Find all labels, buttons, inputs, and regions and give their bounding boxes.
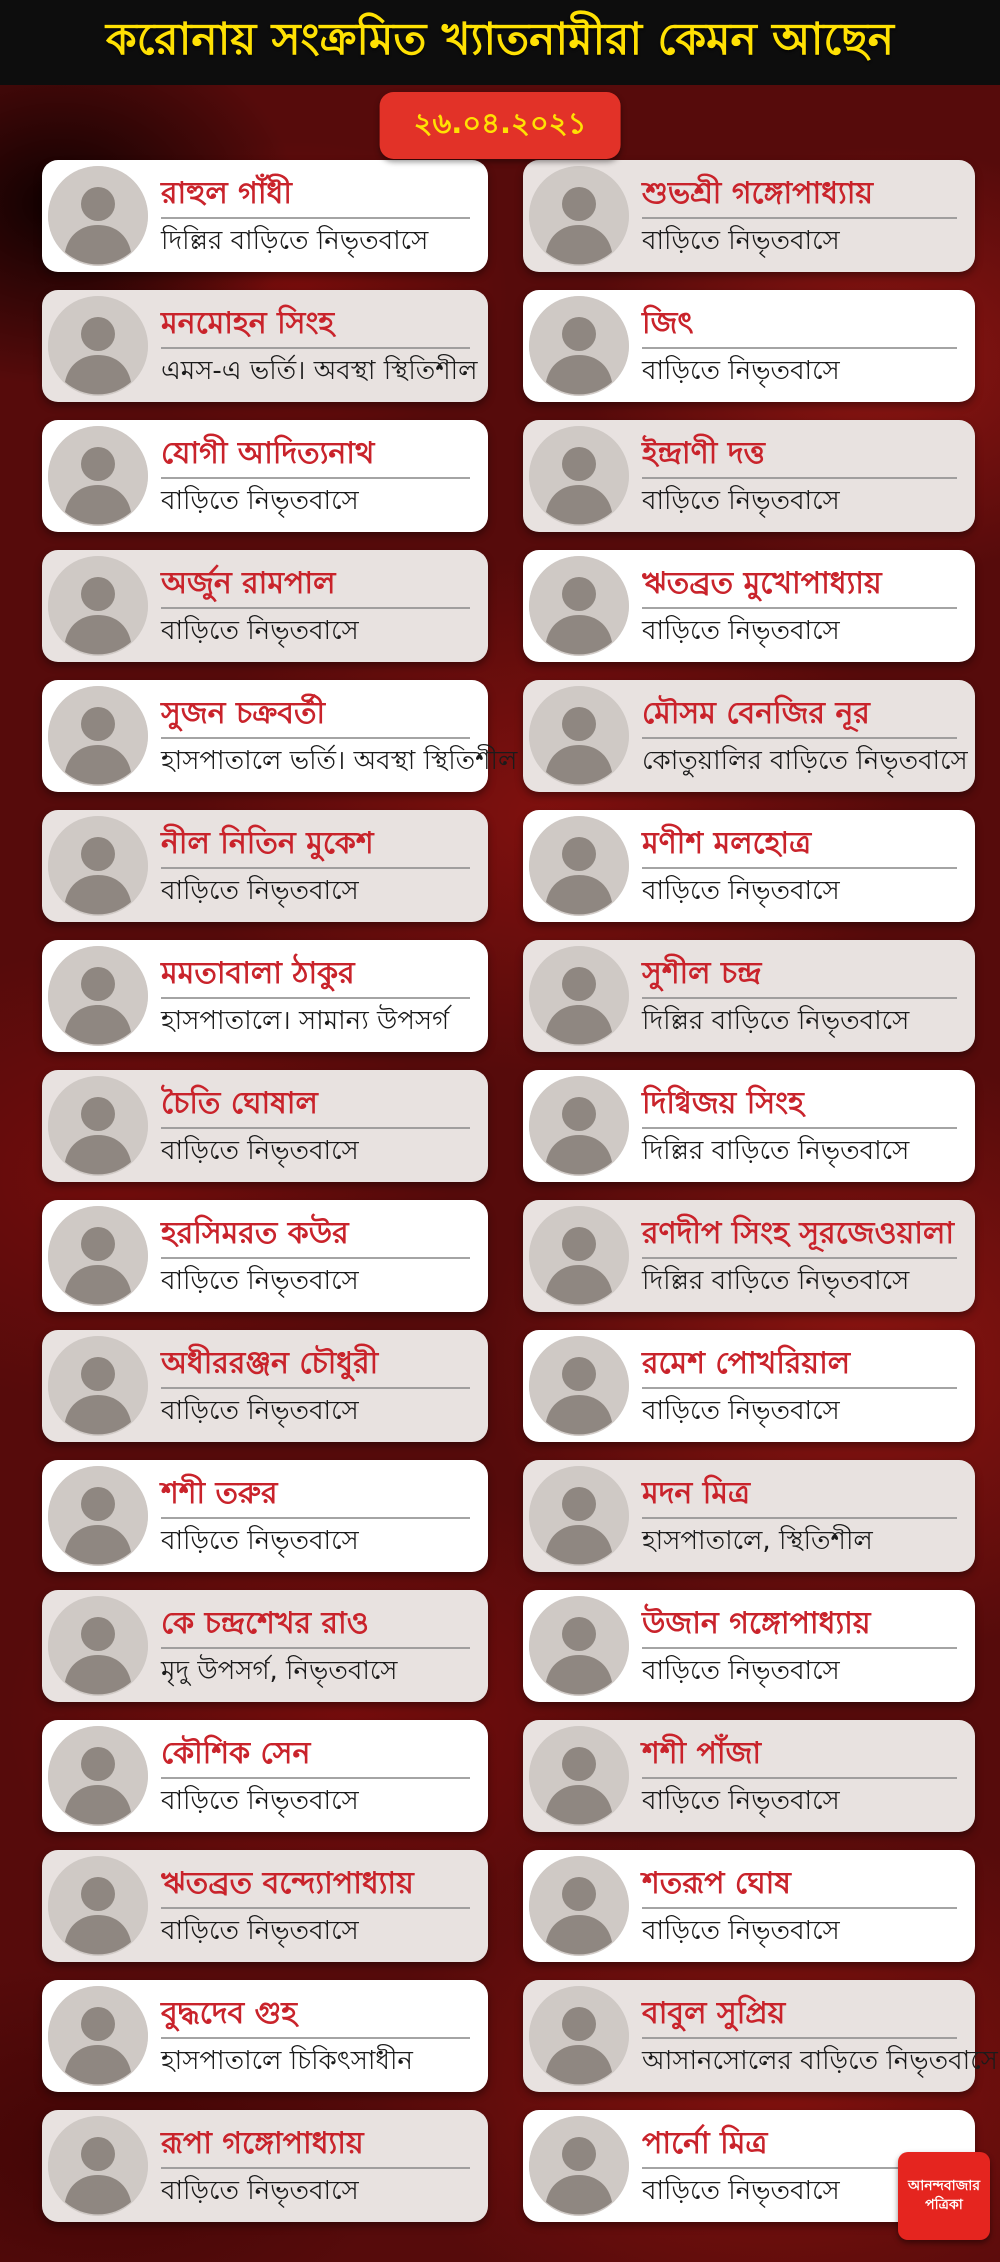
divider-line: [642, 217, 957, 219]
person-silhouette-icon: [48, 1596, 148, 1696]
celebrity-card-grid: [42, 160, 998, 2222]
person-status: বাড়িতে নিভৃতবাসে: [642, 1655, 840, 1686]
person-photo: [48, 1466, 148, 1566]
person-photo: [529, 296, 629, 396]
celebrity-card: [42, 160, 488, 272]
person-name: কৌশিক সেন: [161, 1735, 311, 1771]
person-name: মণীশ মলহোত্র: [642, 825, 812, 861]
person-photo: [48, 1206, 148, 1306]
celebrity-card: [42, 1460, 488, 1572]
person-status: বাড়িতে নিভৃতবাসে: [161, 1265, 359, 1296]
celebrity-card: [523, 1460, 975, 1572]
celebrity-card: [42, 940, 488, 1052]
person-name: মদন মিত্র: [642, 1475, 751, 1511]
person-name: পার্নো মিত্র: [642, 2125, 768, 2161]
divider-line: [161, 1257, 470, 1259]
celebrity-card: [42, 1980, 488, 2092]
person-status: মৃদু উপসর্গ, নিভৃতবাসে: [161, 1655, 398, 1686]
person-silhouette-icon: [48, 1466, 148, 1566]
person-silhouette-icon: [48, 1076, 148, 1176]
person-name: ঋতব্রত বন্দ্যোপাধ্যায়: [161, 1865, 414, 1901]
celebrity-card: [523, 420, 975, 532]
celebrity-card: [42, 1070, 488, 1182]
person-photo: [48, 816, 148, 916]
person-silhouette-icon: [529, 1466, 629, 1566]
person-photo: [529, 1206, 629, 1306]
person-status: বাড়িতে নিভৃতবাসে: [642, 2175, 840, 2206]
person-status: বাড়িতে নিভৃতবাসে: [642, 875, 840, 906]
person-status: কোতুয়ালির বাড়িতে নিভৃতবাসে: [642, 745, 968, 776]
anandabazar-patrika-logo: [898, 2152, 990, 2240]
person-photo: [48, 2116, 148, 2216]
divider-line: [161, 1647, 470, 1649]
person-silhouette-icon: [529, 1726, 629, 1826]
card-text: [161, 1867, 470, 1946]
person-silhouette-icon: [529, 296, 629, 396]
person-name: মমতাবালা ঠাকুর: [161, 955, 355, 991]
card-text: [161, 1477, 470, 1556]
person-photo: [48, 556, 148, 656]
person-photo: [48, 1076, 148, 1176]
person-status: বাড়িতে নিভৃতবাসে: [642, 355, 840, 386]
celebrity-card: [523, 810, 975, 922]
person-silhouette-icon: [48, 1336, 148, 1436]
title-banner: [0, 0, 1000, 85]
person-name: রণদীপ সিংহ সূরজেওয়ালা: [642, 1215, 955, 1251]
person-photo: [529, 1336, 629, 1436]
person-name: উজান গঙ্গোপাধ্যায়: [642, 1605, 871, 1641]
card-text: [642, 827, 957, 906]
person-silhouette-icon: [529, 1206, 629, 1306]
divider-line: [642, 1257, 957, 1259]
date-text: ২৬.০৪.২০২১: [413, 106, 587, 140]
person-silhouette-icon: [48, 556, 148, 656]
divider-line: [642, 347, 957, 349]
person-photo: [529, 1466, 629, 1566]
person-name: রমেশ পোখরিয়াল: [642, 1345, 851, 1381]
divider-line: [161, 867, 470, 869]
logo-line2: পত্রিকা: [925, 2197, 963, 2213]
celebrity-card: [523, 1850, 975, 1962]
person-status: হাসপাতালে চিকিৎসাধীন: [161, 2045, 413, 2076]
person-name: দিগ্বিজয় সিংহ: [642, 1085, 804, 1121]
person-status: বাড়িতে নিভৃতবাসে: [642, 1915, 840, 1946]
card-text: [161, 1347, 470, 1426]
person-photo: [48, 686, 148, 786]
person-silhouette-icon: [48, 816, 148, 916]
divider-line: [161, 477, 470, 479]
card-text: [161, 1997, 470, 2076]
person-silhouette-icon: [48, 166, 148, 266]
card-text: [642, 177, 957, 256]
person-silhouette-icon: [48, 2116, 148, 2216]
card-text: [642, 1217, 957, 1296]
divider-line: [642, 1777, 957, 1779]
card-text: [161, 957, 470, 1036]
person-status: হাসপাতালে, স্থিতিশীল: [642, 1525, 873, 1556]
card-text: [161, 177, 470, 256]
person-name: শতরূপ ঘোষ: [642, 1865, 791, 1901]
person-photo: [529, 1986, 629, 2086]
divider-line: [642, 1127, 957, 1129]
person-silhouette-icon: [529, 166, 629, 266]
person-silhouette-icon: [48, 1986, 148, 2086]
card-text: [161, 437, 470, 516]
celebrity-card: [523, 1200, 975, 1312]
celebrity-card: [42, 420, 488, 532]
divider-line: [161, 217, 470, 219]
celebrity-card: [523, 680, 975, 792]
card-text: [642, 1087, 957, 1166]
divider-line: [161, 1387, 470, 1389]
person-photo: [529, 1726, 629, 1826]
person-status: বাড়িতে নিভৃতবাসে: [642, 1785, 840, 1816]
card-text: [642, 1867, 957, 1946]
card-text: [642, 307, 957, 386]
celebrity-card: [42, 1590, 488, 1702]
person-name: যোগী আদিত্যনাথ: [161, 435, 375, 471]
person-name: জিৎ: [642, 305, 694, 341]
person-name: মৌসম বেনজির নূর: [642, 695, 870, 731]
person-name: অধীররঞ্জন চৌধুরী: [161, 1345, 379, 1381]
celebrity-card: [42, 680, 518, 792]
person-status: বাড়িতে নিভৃতবাসে: [161, 875, 359, 906]
divider-line: [161, 1777, 470, 1779]
celebrity-card: [523, 1980, 998, 2092]
celebrity-card: [42, 1330, 488, 1442]
person-silhouette-icon: [529, 686, 629, 786]
celebrity-card: [42, 1200, 488, 1312]
person-status: বাড়িতে নিভৃতবাসে: [161, 1525, 359, 1556]
celebrity-card: [523, 1070, 975, 1182]
person-photo: [48, 1596, 148, 1696]
celebrity-card: [42, 550, 488, 662]
person-silhouette-icon: [529, 946, 629, 1046]
person-status: বাড়িতে নিভৃতবাসে: [642, 225, 840, 256]
card-text: [642, 1737, 957, 1816]
person-photo: [529, 166, 629, 266]
person-silhouette-icon: [529, 1076, 629, 1176]
person-silhouette-icon: [529, 1986, 629, 2086]
card-text: [161, 567, 470, 646]
card-text: [161, 695, 518, 776]
person-status: বাড়িতে নিভৃতবাসে: [642, 485, 840, 516]
card-text: [161, 1217, 470, 1296]
person-silhouette-icon: [48, 686, 148, 786]
person-name: শশী পাঁজা: [642, 1735, 762, 1771]
person-name: চৈতি ঘোষাল: [161, 1085, 318, 1121]
divider-line: [161, 607, 470, 609]
card-text: [161, 1087, 470, 1166]
person-status: বাড়িতে নিভৃতবাসে: [161, 1135, 359, 1166]
person-status: দিল্লির বাড়িতে নিভৃতবাসে: [161, 225, 429, 256]
person-name: অর্জুন রামপাল: [161, 565, 336, 601]
celebrity-card: [42, 2110, 488, 2222]
divider-line: [642, 737, 957, 739]
person-name: শশী তরুর: [161, 1475, 278, 1511]
person-photo: [529, 426, 629, 526]
person-name: রূপা গঙ্গোপাধ্যায়: [161, 2125, 364, 2161]
person-name: সুশীল চন্দ্র: [642, 955, 762, 991]
person-status: হাসপাতালে। সামান্য উপসর্গ: [161, 1005, 450, 1036]
card-text: [642, 437, 957, 516]
person-silhouette-icon: [529, 2116, 629, 2216]
person-photo: [529, 686, 629, 786]
person-status: বাড়িতে নিভৃতবাসে: [161, 485, 359, 516]
person-photo: [529, 1076, 629, 1176]
person-photo: [48, 1986, 148, 2086]
person-status: বাড়িতে নিভৃতবাসে: [161, 2175, 359, 2206]
celebrity-card: [42, 290, 488, 402]
divider-line: [161, 2037, 470, 2039]
card-text: [642, 1477, 957, 1556]
divider-line: [642, 867, 957, 869]
card-text: [161, 827, 470, 906]
divider-line: [642, 2037, 957, 2039]
person-silhouette-icon: [48, 1856, 148, 1956]
celebrity-card: [523, 550, 975, 662]
divider-line: [161, 1517, 470, 1519]
card-text: [161, 1607, 470, 1686]
person-silhouette-icon: [529, 426, 629, 526]
person-photo: [48, 426, 148, 526]
person-name: সুজন চক্রবর্তী: [161, 695, 326, 731]
divider-line: [642, 1387, 957, 1389]
celebrity-card: [42, 810, 488, 922]
person-photo: [529, 2116, 629, 2216]
divider-line: [161, 2167, 470, 2169]
celebrity-card: [42, 1720, 488, 1832]
card-text: [642, 1347, 957, 1426]
person-photo: [48, 946, 148, 1046]
person-status: বাড়িতে নিভৃতবাসে: [642, 615, 840, 646]
celebrity-card: [523, 940, 975, 1052]
celebrity-card: [523, 1590, 975, 1702]
divider-line: [161, 997, 470, 999]
divider-line: [161, 1127, 470, 1129]
person-status: দিল্লির বাড়িতে নিভৃতবাসে: [642, 1005, 910, 1036]
person-name: হরসিমরত কউর: [161, 1215, 349, 1251]
person-silhouette-icon: [48, 426, 148, 526]
person-status: বাড়িতে নিভৃতবাসে: [642, 1395, 840, 1426]
person-name: ঋতব্রত মুখোপাধ্যায়: [642, 565, 882, 601]
card-text: [642, 957, 957, 1036]
card-text: [642, 1607, 957, 1686]
person-silhouette-icon: [48, 946, 148, 1046]
person-status: দিল্লির বাড়িতে নিভৃতবাসে: [642, 1135, 910, 1166]
divider-line: [642, 997, 957, 999]
person-silhouette-icon: [529, 1336, 629, 1436]
person-photo: [48, 1726, 148, 1826]
person-photo: [529, 1856, 629, 1956]
person-silhouette-icon: [529, 1596, 629, 1696]
celebrity-card: [523, 1720, 975, 1832]
person-name: বাবুল সুপ্রিয়: [642, 1995, 786, 2031]
card-text: [161, 2127, 470, 2206]
divider-line: [642, 1907, 957, 1909]
person-name: মনমোহন সিংহ: [161, 305, 335, 341]
logo-line1: আনন্দবাজার: [907, 2178, 981, 2195]
person-photo: [529, 946, 629, 1046]
divider-line: [642, 1517, 957, 1519]
divider-line: [161, 1907, 470, 1909]
person-status: এমস-এ ভর্তি। অবস্থা স্থিতিশীল: [161, 355, 478, 386]
person-name: ইন্দ্রাণী দত্ত: [642, 435, 765, 471]
person-status: আসানসোলের বাড়িতে নিভৃতবাসে: [642, 2045, 998, 2076]
celebrity-card: [523, 1330, 975, 1442]
card-text: [642, 567, 957, 646]
card-text: [161, 305, 478, 386]
person-name: নীল নিতিন মুকেশ: [161, 825, 374, 861]
person-status: বাড়িতে নিভৃতবাসে: [161, 615, 359, 646]
person-status: হাসপাতালে ভর্তি। অবস্থা স্থিতিশীল: [161, 745, 518, 776]
divider-line: [642, 477, 957, 479]
person-silhouette-icon: [48, 1206, 148, 1306]
person-photo: [529, 1596, 629, 1696]
person-photo: [529, 556, 629, 656]
card-text: [161, 1737, 470, 1816]
person-silhouette-icon: [529, 816, 629, 916]
card-text: [642, 1995, 998, 2076]
person-status: দিল্লির বাড়িতে নিভৃতবাসে: [642, 1265, 910, 1296]
person-name: কে চন্দ্রশেখর রাও: [161, 1605, 369, 1641]
person-status: বাড়িতে নিভৃতবাসে: [161, 1915, 359, 1946]
person-status: বাড়িতে নিভৃতবাসে: [161, 1395, 359, 1426]
person-photo: [48, 1856, 148, 1956]
person-silhouette-icon: [48, 1726, 148, 1826]
person-name: শুভশ্রী গঙ্গোপাধ্যায়: [642, 175, 874, 211]
celebrity-card: [523, 290, 975, 402]
person-name: বুদ্ধদেব গুহ: [161, 1995, 298, 2031]
card-text: [642, 695, 968, 776]
celebrity-card: [523, 160, 975, 272]
person-photo: [48, 166, 148, 266]
divider-line: [642, 607, 957, 609]
page-title: করোনায় সংক্রমিত খ্যাতনামীরা কেমন আছেন: [105, 14, 895, 65]
date-badge: [380, 92, 621, 159]
person-silhouette-icon: [48, 296, 148, 396]
celebrity-card: [42, 1850, 488, 1962]
person-silhouette-icon: [529, 1856, 629, 1956]
person-photo: [529, 816, 629, 916]
person-name: রাহুল গাঁধী: [161, 175, 292, 211]
person-photo: [48, 296, 148, 396]
divider-line: [161, 347, 470, 349]
person-photo: [48, 1336, 148, 1436]
person-status: বাড়িতে নিভৃতবাসে: [161, 1785, 359, 1816]
divider-line: [642, 1647, 957, 1649]
divider-line: [161, 737, 470, 739]
person-silhouette-icon: [529, 556, 629, 656]
